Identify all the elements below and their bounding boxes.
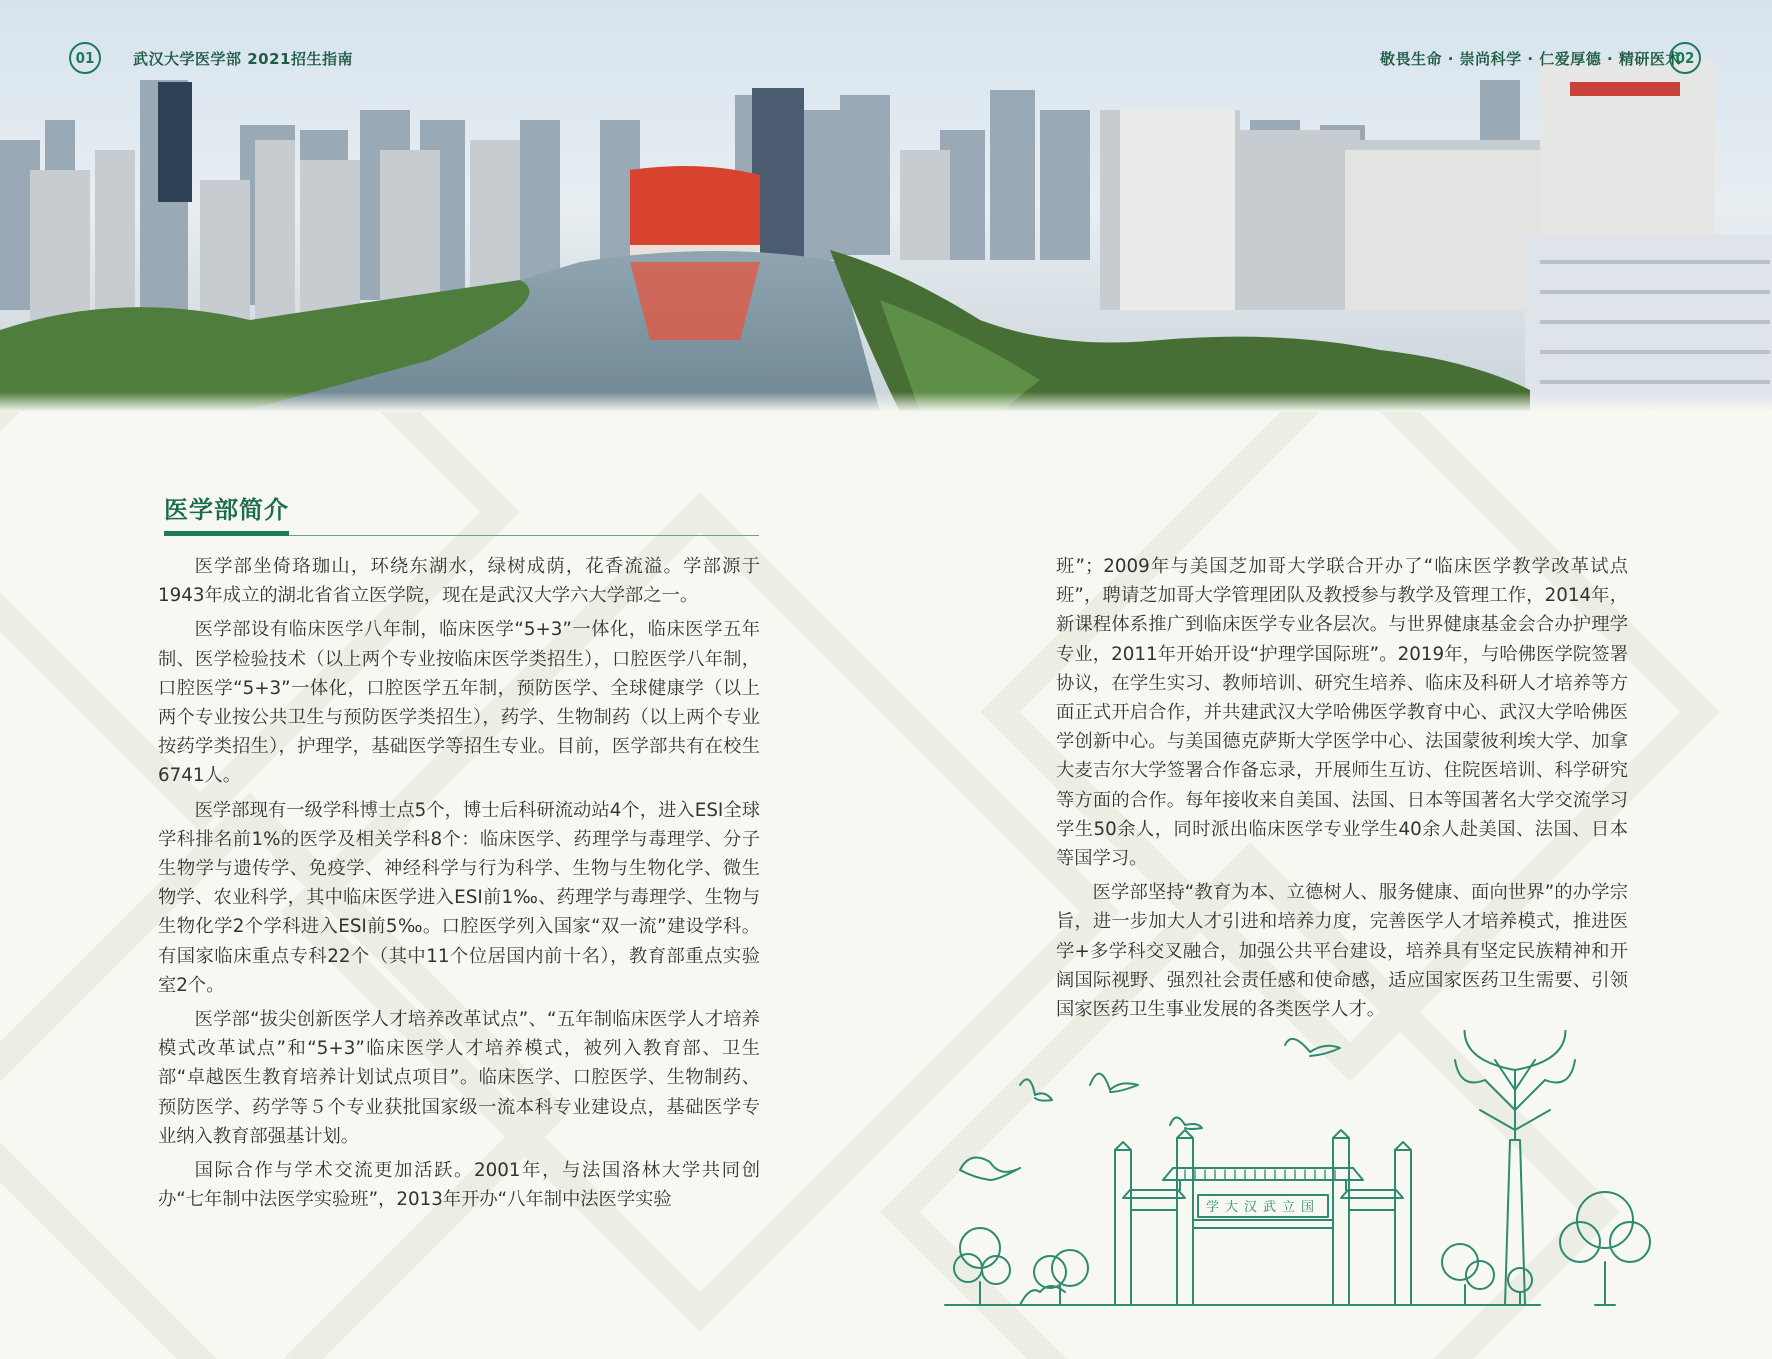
header-title-left: 武汉大学医学部 2021招生指南 [133, 50, 353, 68]
university-gate-illustration [940, 1030, 1720, 1320]
paragraph: 医学部“拔尖创新医学人才培养改革试点”、“五年制临床医学人才培养模式改革试点”和“5+3”临床医学人才培养模式，被列入教育部、卫生部“卓越医生教育培养计划试点项目”。临床医学、口腔医学、生物制药、预防医学、药学等５个专业获批国家级一流本科专业建设点，基础医学专业纳入教育部强基计划。 [158, 1009, 760, 1147]
paragraph: 医学部坐倚珞珈山，环绕东湖水，绿树成荫，花香流溢。学部源于1943年成立的湖北省省立医学院，现在是武汉大学六大学部之一。 [158, 556, 760, 607]
page-number-right: 02 [1669, 42, 1701, 74]
paragraph: 医学部现有一级学科博士点5个，博士后科研流动站4个，进入ESI全球学科排名前1%的医学及相关学科8个：临床医学、药理学与毒理学、分子生物学与遗传学、免疫学、神经科学与行为科学、生物与生物化学、微生物学、农业科学，其中临床医学进入ESI前1‰、药理学与毒理学、生物与生物化学2个学科进入ESI前5‰。口腔医学列入国家“双一流”建设学科。有国家临床重点专科22个（其中11个位居国内前十名），教育部重点实验室2个。 [158, 799, 760, 996]
paragraph: 医学部设有临床医学八年制，临床医学“5+3”一体化，临床医学五年制、医学检验技术（以上两个专业按临床医学类招生），口腔医学八年制，口腔医学“5+3”一体化，口腔医学五年制，预防医学、全球健康学（以上两个专业按公共卫生与预防医学类招生），药学、生物制药（以上两个专业按药学类招生），护理学，基础医学等招生专业。目前，医学部共有在校生6741人。 [158, 619, 760, 787]
section-title: 医学部简介 [164, 496, 289, 524]
left-column [158, 552, 760, 1219]
paragraph: 国际合作与学术交流更加活跃。2001年，与法国洛林大学共同创办“七年制中法医学实验班”，2013年开办“八年制中法医学实验 [158, 1160, 760, 1211]
right-column [1056, 552, 1628, 1029]
paragraph-continuation: 班”；2009年与美国芝加哥大学联合开办了“临床医学教学改革试点班”，聘请芝加哥大学管理团队及教授参与教学及管理工作，2014年，新课程体系推广到临床医学专业各层次。与世界健康基金会合办护理学专业，2011年开始开设“护理学国际班”。2019年，与哈佛医学院签署协议，在学生实习、教师培训、研究生培养、临床及科研人才培养等方面正式开启合作，并共建武汉大学哈佛医学教育中心、武汉大学哈佛医学创新中心。与美国德克萨斯大学医学中心、法国蒙彼利埃大学、加拿大麦吉尔大学签署合作备忘录，开展师生互访、住院医培训、科学研究等方面的合作。每年接收来自美国、法国、日本等国著名大学交流学习学生50余人，同时派出临床医学专业学生40余人赴美国、法国、日本等国学习。 [1056, 556, 1628, 870]
gate-plaque-text: 学大汉武立国 [1205, 1200, 1321, 1215]
page-number-left: 01 [69, 42, 101, 74]
header-motto-right: 敬畏生命 · 崇尚科学 · 仁爱厚德 · 精研医术 [1380, 50, 1681, 68]
paragraph: 医学部坚持“教育为本、立德树人、服务健康、面向世界”的办学宗旨，进一步加大人才引进和培养力度，完善医学人才培养模式，推进医学+多学科交叉融合，加强公共平台建设，培养具有坚定民族精神和开阔国际视野、强烈社会责任感和使命感，适应国家医药卫生需要、引领国家医药卫生事业发展的各类医学人才。 [1056, 882, 1628, 1021]
title-underline-accent [164, 531, 289, 536]
